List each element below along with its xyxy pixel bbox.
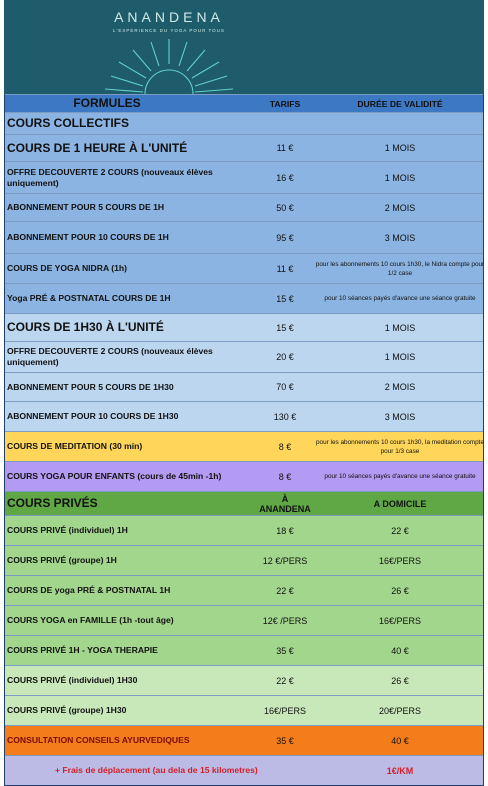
row-home-price: 26 €	[391, 675, 409, 686]
row-label: COURS PRIVÉ 1H - YOGA THERAPIE	[7, 645, 158, 655]
row-price: 18 €	[276, 525, 294, 536]
table-row	[5, 665, 483, 695]
row-validity: 2 MOIS	[384, 202, 416, 213]
row-price: 12€ /PERS	[262, 615, 308, 626]
table-row	[5, 161, 483, 193]
row-label: OFFRE DECOUVERTE 2 COURS (nouveaux élèves uniquement)	[7, 166, 213, 188]
row-label: ABONNEMENT POUR 10 COURS DE 1H	[7, 232, 169, 242]
brand-banner	[4, 0, 484, 94]
row-home-price: 16€/PERS	[378, 615, 422, 626]
row-home-price: 22 €	[391, 525, 409, 536]
row-label: CONSULTATION CONSEILS AYURVEDIQUES	[7, 735, 190, 745]
row-label: COURS DE 1 HEURE À L'UNITÉ	[7, 140, 188, 155]
table-row	[5, 431, 483, 461]
row-validity: 1 MOIS	[384, 352, 416, 362]
row-price: 20 €	[276, 352, 294, 362]
travel-fee-label: + Frais de déplacement (au dela de 15 kilometres)	[55, 765, 258, 775]
table-row	[5, 221, 483, 253]
row-price: 15 €	[276, 293, 294, 304]
row-label: COURS PRIVÉ (individuel) 1H	[7, 525, 128, 535]
row-note: pour 10 séances payés d'avance une séance gratuite	[324, 473, 476, 480]
row-validity: 1 MOIS	[384, 143, 416, 153]
row-label: Yoga PRÉ & POSTNATAL COURS DE 1H	[7, 293, 171, 303]
row-price: 11 €	[276, 263, 294, 274]
row-price: 50 €	[276, 202, 294, 213]
section-title: COURS COLLECTIFS	[7, 116, 129, 130]
row-home-price: 40 €	[391, 645, 409, 656]
brand-name: ANANDENA	[114, 9, 224, 25]
row-price: 130 €	[273, 411, 297, 422]
row-label: COURS DE MEDITATION (30 min)	[7, 441, 143, 451]
row-price: 95 €	[276, 232, 294, 243]
row-validity: 3 MOIS	[384, 232, 416, 243]
col-anandena: À ANANDENA	[259, 493, 311, 514]
row-label: COURS PRIVÉ (individuel) 1H30	[7, 675, 138, 685]
table-row	[5, 461, 483, 491]
table-row	[5, 313, 483, 341]
price-sheet	[4, 0, 484, 786]
row-price: 12 €/PERS	[262, 555, 308, 566]
table-row	[5, 283, 483, 313]
sunrise-logo-icon	[99, 34, 239, 94]
table-row	[5, 193, 483, 221]
col-validite: DURÉE DE VALIDITÉ	[357, 98, 443, 109]
table-row	[5, 575, 483, 605]
row-label: COURS YOGA POUR ENFANTS (cours de 45min -1h)	[7, 471, 222, 481]
row-label: ABONNEMENT POUR 10 COURS DE 1H30	[7, 411, 179, 421]
row-home-price: 20€/PERS	[378, 705, 422, 716]
table-row	[5, 515, 483, 545]
row-validity: 1 MOIS	[384, 172, 416, 183]
row-price: 22 €	[276, 585, 294, 596]
row-validity: 2 MOIS	[384, 382, 416, 392]
row-home-price: 40 €	[391, 735, 409, 746]
row-label: ABONNEMENT POUR 5 COURS DE 1H	[7, 202, 165, 212]
table-row	[5, 545, 483, 575]
row-price: 15 €	[276, 322, 294, 333]
price-table	[4, 94, 484, 786]
table-row	[5, 341, 483, 372]
row-label: COURS YOGA en FAMILLE (1h -tout âge)	[7, 615, 174, 625]
table-row	[5, 372, 483, 401]
row-price: 8 €	[278, 471, 292, 482]
col-domicile: A DOMICILE	[373, 498, 427, 509]
row-label: COURS DE 1H30 À L'UNITÉ	[7, 320, 164, 334]
row-label: COURS DE YOGA NIDRA (1h)	[7, 263, 128, 273]
table-header-row	[5, 94, 483, 112]
row-note: pour les abonnements 10 cours 1h30, le Nidra compte pour 1/2 case	[315, 260, 485, 277]
travel-fee-price: 1€/KM	[386, 765, 414, 776]
section-collectifs	[5, 112, 483, 134]
table-row	[5, 253, 483, 283]
section-prives	[5, 491, 483, 515]
row-note: pour les abonnements 10 cours 1h30, la meditation compte pour 1/3 case	[315, 438, 485, 455]
row-price: 22 €	[276, 675, 294, 686]
table-row	[5, 695, 483, 725]
row-price: 70 €	[276, 382, 294, 392]
row-price: 11 €	[276, 143, 294, 153]
row-label: OFFRE DECOUVERTE 2 COURS (nouveaux élèves uniquement)	[7, 346, 213, 367]
row-label: COURS DE yoga PRÉ & POSTNATAL 1H	[7, 585, 171, 595]
col-tarifs: TARIFS	[269, 98, 301, 109]
row-home-price: 26 €	[391, 585, 409, 596]
row-price: 35 €	[276, 645, 294, 656]
row-price: 16 €	[276, 172, 294, 183]
row-label: COURS PRIVÉ (groupe) 1H30	[7, 705, 127, 715]
row-note: pour 10 séances payés d'avance une séance gratuite	[324, 295, 476, 302]
col-formules: FORMULES	[73, 96, 141, 110]
table-row	[5, 605, 483, 635]
table-row	[5, 725, 483, 755]
section-title: COURS PRIVÉS	[7, 496, 98, 510]
travel-fee-row	[5, 755, 483, 785]
row-validity: 1 MOIS	[384, 322, 416, 333]
table-row	[5, 635, 483, 665]
brand-tagline: L'EXPERIENCE DU YOGA POUR TOUS	[113, 28, 225, 33]
row-price: 8 €	[278, 441, 292, 452]
row-label: ABONNEMENT POUR 5 COURS DE 1H30	[7, 381, 174, 392]
row-price: 16€/PERS	[263, 705, 307, 716]
row-label: COURS PRIVÉ (groupe) 1H	[7, 555, 117, 565]
table-row	[5, 401, 483, 431]
table-row	[5, 134, 483, 161]
row-home-price: 16€/PERS	[378, 555, 422, 566]
row-validity: 3 MOIS	[384, 411, 416, 422]
row-price: 35 €	[276, 735, 294, 746]
